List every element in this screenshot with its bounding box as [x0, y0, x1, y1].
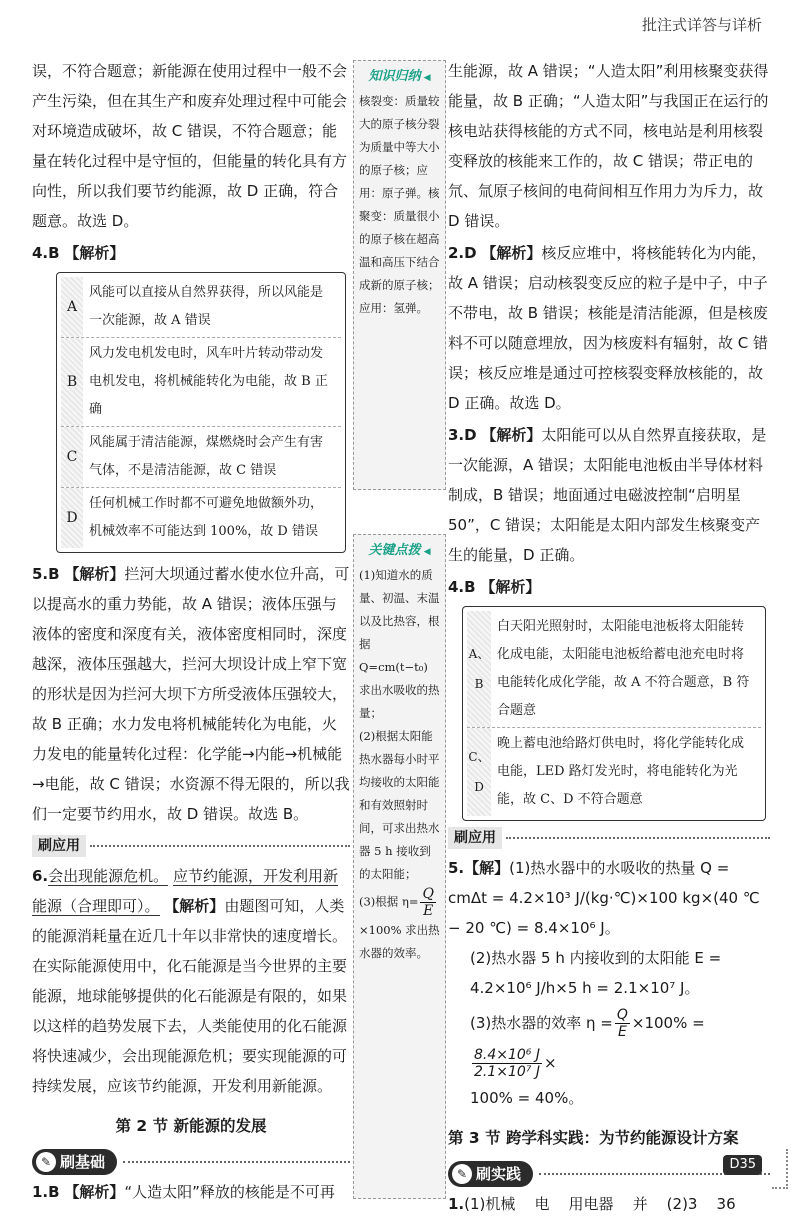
q3-number: 3.: [448, 426, 465, 444]
key-points-box: [353, 534, 446, 1199]
basic-badge-row: [32, 1149, 350, 1175]
q4r-answer: B: [464, 578, 476, 596]
option-text: 风能属于清洁能源，煤燃烧时会产生有害气体，不是清洁能源，故 C 错误: [89, 435, 324, 478]
q2-tag: 【解析】: [481, 244, 542, 262]
fraction-denominator: E: [617, 1024, 627, 1040]
q5-text: 拦河大坝通过蓄水使水位升高，可以提高水的重力势能，故 A 错误；液体压强与液体的密度和深度有关，液体密度相同时，深度越深，液体压强越大，拦河大坝设计成上窄下宽的形状是因为拦河大坝下方所受液体压强较大，故 B 正确；水力发电将机械能转化为电能，火力发电的能量转化过程：化学能→内能→机械能→电能，故 C 错误；水资源不得无限的，所以我们一定要节约用水，故 D 错误。故选 B。: [32, 565, 350, 823]
dotted-divider: [506, 837, 770, 839]
option-row: [61, 338, 341, 427]
practice-badge-label: 刷实践: [476, 1165, 522, 1183]
q5r-line2: (2)热水器 5 h 内接收到的太阳能 E = 4.2×10⁶ J/h×5 h = 2.1×10⁷ J。: [470, 949, 722, 997]
q6-answer-2: 应节约能源，开发利用新能源（合理即可）。: [32, 867, 338, 915]
q6-text: 由题图可知，人类的能源消耗量在近几十年以非常快的速度增长。在实际能源使用中，化石能源是当今世界的主要能源，地球能够提供的化石能源是有限的，如果以这样的趋势发展下去，人类能使用的化石能源将快速减少，会出现能源危机；要实现能源的可持续发展，应该节约能源，开发利用新能源。: [32, 897, 348, 1095]
fraction: [615, 1007, 630, 1040]
option-text: 白天阳光照射时，太阳能电池板将太阳能转化成电能，太阳能电池板给蓄电池充电时将电能转化成化学能，故 A 不符合题意，B 符合题意: [497, 619, 750, 718]
q5r-line3: [448, 1003, 770, 1083]
fraction-numerator: Q: [616, 1007, 628, 1023]
running-head: 批注式详答与详析: [641, 16, 762, 34]
q5r-line1: (1)热水器中的水吸收的热量 Q = cmΔt = 4.2×10³ J/(kg·℃)×100 kg×(40 ℃ − 20 ℃) = 8.4×10⁶ J。: [448, 859, 760, 937]
q4r-number: 4.: [448, 578, 465, 596]
key-points-p1: (1)知道水的质量、初温、末温以及比热容，根据 Q=cm(t−t₀) 求出水吸收的热量；: [359, 568, 440, 720]
page-number: D35: [723, 1155, 762, 1175]
q4-right: [448, 572, 770, 602]
q1r-number: 1.: [448, 1195, 465, 1213]
option-letter: C: [61, 427, 83, 487]
q3-answer: D: [464, 426, 477, 444]
sidebar-column: [353, 60, 446, 1199]
q5r-tag: 【解】: [464, 859, 510, 877]
option-text: 晚上蓄电池给路灯供电时，将化学能转化成电能，LED 路灯发光时，将电能转化为光能，故 C、D 不符合题意: [497, 736, 745, 807]
apply-label-text: 刷应用: [32, 835, 86, 857]
knowledge-summary-text: 核裂变：质量较大的原子核分裂为质量中等大小的原子核；应用：原子弹。核聚变：质量很小的原子核在超高温和高压下结合成新的原子核；应用：氢弹。: [359, 94, 440, 315]
q5-left: [32, 559, 350, 829]
knowledge-summary-box: [353, 60, 446, 490]
option-row: [61, 277, 341, 338]
basic-badge-label: 刷基础: [60, 1153, 106, 1171]
key-points-p3: [359, 886, 440, 965]
fraction-denominator: E: [423, 903, 434, 919]
key-points-title: 关键点拨 ◀: [359, 539, 440, 564]
q6-number: 6.: [32, 867, 49, 885]
q5r-line3-c: ×: [544, 1054, 557, 1072]
q5-tag: 【解析】: [64, 565, 125, 583]
option-letter: D: [61, 488, 83, 548]
q3-right: [448, 420, 770, 570]
q2-number: 2.: [448, 244, 465, 262]
q2-answer: D: [464, 244, 477, 262]
q6-answer-1: 会出现能源危机。: [48, 867, 169, 885]
left-continuation-text: 误，不符合题意；新能源在使用过程中一般不会产生污染，但在其生产和废弃处理过程中可能会对环境造成破坏，故 C 错误，不符合题意；能量在转化过程中是守恒的，但能量的转化具有方向性，所以我们要节约能源，故 D 正确，符合题意。故选 D。: [32, 62, 348, 230]
option-row: [61, 488, 341, 548]
q3-text: 太阳能可以从自然界直接获取，是一次能源，A 错误；太阳能电池板由半导体材料制成，B 错误；地面通过电磁波控制“启明星 50”，C 错误；太阳能是太阳内部发生核聚变产生的能量，D 正确。: [448, 426, 767, 564]
option-letter: A: [61, 277, 83, 337]
pencil-icon: ✎: [452, 1164, 472, 1184]
key-points-p2: (2)根据太阳能热水器每小时平均接收的太阳能和有效照射时间，可求出热水器 5 h 接收到的太阳能；: [359, 729, 440, 881]
option-row: [467, 611, 761, 728]
section-2-heading: 第 2 节 新能源的发展: [115, 1117, 267, 1135]
practice-badge-row: [448, 1161, 770, 1187]
basic-badge: [32, 1149, 117, 1175]
corner-decoration: [772, 1149, 788, 1189]
q2-text: 核反应堆中，将核能转化为内能，故 A 错误；启动核裂变反应的粒子是中子，中子不带电，故 B 错误；核能是清洁能源，但是核废料不可以随意埋放，因为核废料有辐射，故 C 错误；核反应堆是通过可控核裂变释放核能的，故 D 正确。故选 D。: [448, 244, 769, 412]
q1-text: “人造太阳”释放的核能是不可再: [124, 1183, 335, 1201]
q6-tag: 【解析】: [164, 897, 225, 915]
right-column: [448, 56, 770, 1219]
apply-label-left: [32, 835, 350, 857]
q1-left: [32, 1177, 350, 1207]
option-letter: A、B: [467, 611, 491, 727]
q5r-line3-b: ×100% =: [631, 1014, 705, 1032]
option-letter: C、D: [467, 728, 491, 816]
key-points-p3-b: ×100% 求出热水器的效率。: [359, 923, 440, 960]
q1-right: [448, 1189, 770, 1219]
dotted-divider: [123, 1161, 350, 1163]
q4-option-table: [56, 272, 346, 553]
fraction-numerator: 8.4×10⁶ J: [474, 1047, 541, 1063]
option-text: 风能可以直接从自然界获得，所以风能是一次能源，故 A 错误: [89, 285, 324, 328]
pencil-icon: ✎: [36, 1152, 56, 1172]
fraction-denominator: 2.1×10⁷ J: [474, 1064, 541, 1080]
q1-number: 1.: [32, 1183, 49, 1201]
q6-left: [32, 861, 350, 1101]
q5r-number: 5.: [448, 859, 465, 877]
key-points-p3-a: (3)根据 η=: [359, 894, 419, 909]
practice-badge: [448, 1161, 533, 1187]
left-column: [32, 56, 350, 1207]
q5-number: 5.: [32, 565, 49, 583]
apply-label-right: [448, 827, 770, 849]
section-3-heading: 第 3 节 跨学科实践：为节约能源设计方案: [448, 1129, 739, 1147]
q4-tag: 【解析】: [64, 244, 125, 262]
q5-answer: B: [48, 565, 60, 583]
q5r-line3-a: (3)热水器的效率 η =: [470, 1014, 613, 1032]
q2-right: [448, 238, 770, 418]
option-letter: B: [61, 338, 83, 426]
right-continuation-text: 生能源，故 A 错误；“人造太阳”利用核聚变获得能量，故 B 正确；“人造太阳”与我国正在运行的核电站获得核能的方式不同，核电站是利用核裂变释放的核能来工作的，故 C 错误；带正电的氘、氚原子核间的电荷间相互作用力为斥力，故 D 错误。: [448, 62, 769, 230]
q5-right: [448, 853, 770, 943]
option-row: [467, 728, 761, 816]
q1-tag: 【解析】: [64, 1183, 125, 1201]
option-row: [61, 427, 341, 488]
fraction: [420, 886, 435, 919]
q1r-text: (1)机械 电 用电器 并 (2)3 36: [464, 1195, 736, 1213]
knowledge-summary-title: 知识归纳 ◀: [359, 65, 440, 90]
q1-answer: B: [48, 1183, 60, 1201]
dotted-divider: [90, 845, 350, 847]
fraction-numerator: Q: [422, 886, 434, 902]
q4r-option-table: [462, 606, 766, 821]
q5r-line4: 100% = 40%。: [470, 1089, 584, 1107]
q4-number: 4.: [32, 244, 49, 262]
q3-tag: 【解析】: [481, 426, 542, 444]
q4r-tag: 【解析】: [480, 578, 541, 596]
option-text: 风力发电机发电时，风车叶片转动带动发电机发电，将机械能转化为电能，故 B 正确: [89, 346, 328, 417]
apply-label-text: 刷应用: [448, 827, 502, 849]
q4-left: [32, 238, 350, 268]
option-text: 任何机械工作时都不可避免地做额外功，机械效率不可能达到 100%，故 D 错误: [89, 496, 324, 539]
q4-answer: B: [48, 244, 60, 262]
fraction: [472, 1047, 542, 1080]
